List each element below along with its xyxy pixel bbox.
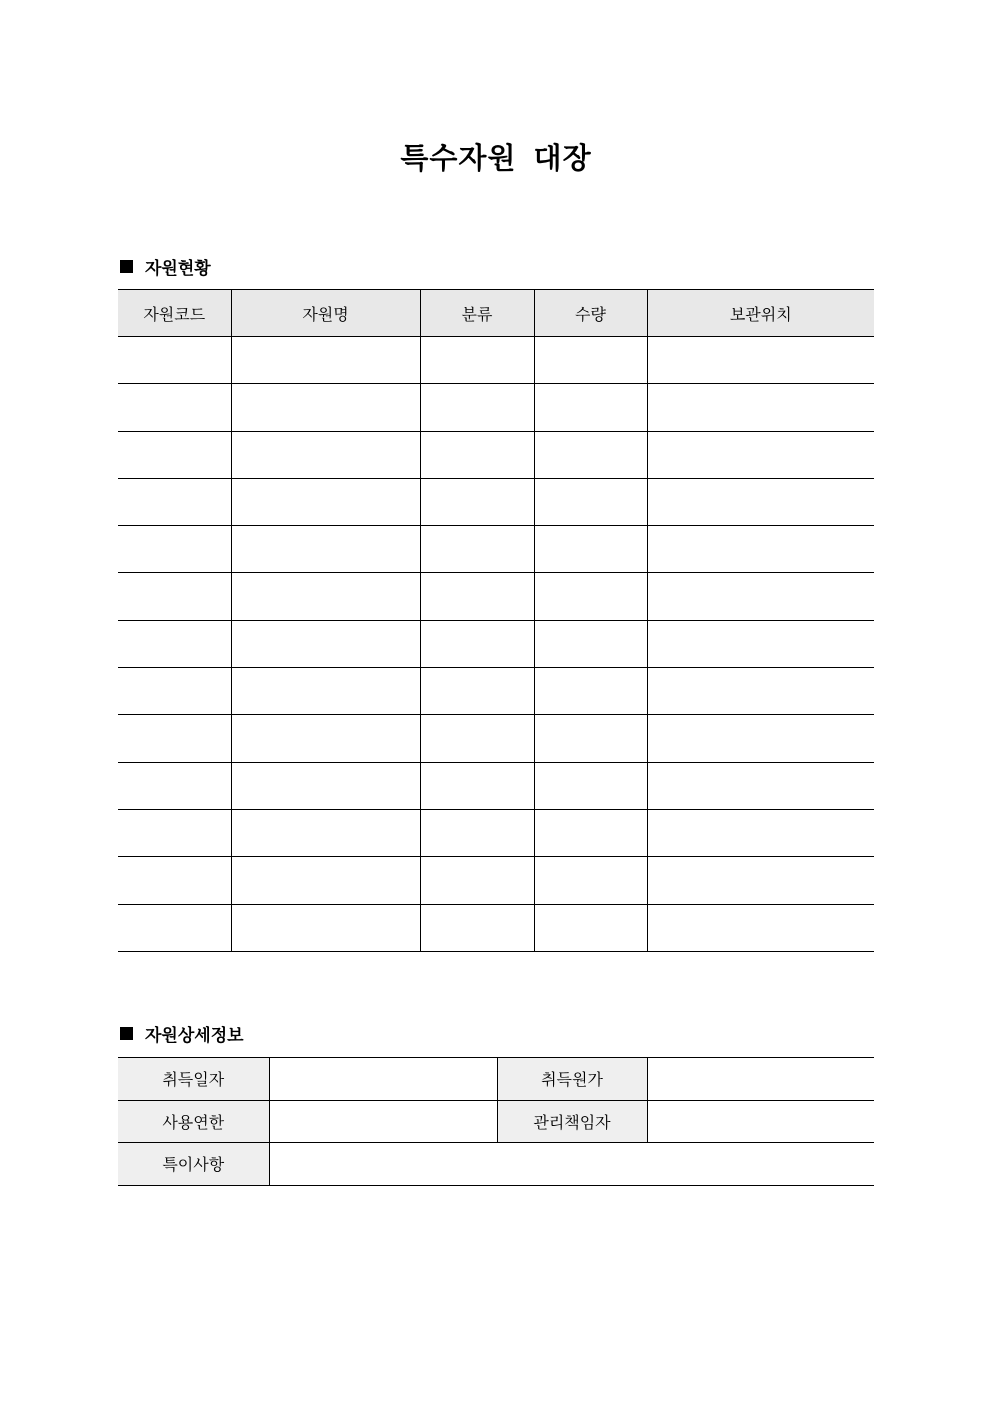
table-cell[interactable] bbox=[647, 431, 874, 478]
section-heading-status bbox=[120, 254, 211, 279]
table-cell[interactable] bbox=[118, 337, 231, 384]
manager-field[interactable] bbox=[647, 1100, 874, 1143]
table-cell[interactable] bbox=[534, 668, 647, 715]
table-row bbox=[118, 384, 874, 431]
table-cell[interactable] bbox=[647, 478, 874, 525]
table-cell[interactable] bbox=[118, 715, 231, 762]
table-cell[interactable] bbox=[231, 668, 420, 715]
table-row bbox=[118, 1100, 874, 1143]
table-cell[interactable] bbox=[534, 431, 647, 478]
table-cell[interactable] bbox=[118, 573, 231, 620]
table-cell[interactable] bbox=[231, 337, 420, 384]
table-cell[interactable] bbox=[118, 857, 231, 904]
table-cell[interactable] bbox=[420, 762, 534, 809]
acq-cost-field[interactable] bbox=[647, 1058, 874, 1101]
acq-date-field[interactable] bbox=[269, 1058, 497, 1101]
table-row bbox=[118, 857, 874, 904]
table-cell[interactable] bbox=[231, 904, 420, 951]
table-cell[interactable] bbox=[534, 715, 647, 762]
section-title: 자원상세정보 bbox=[145, 1026, 244, 1046]
table-cell[interactable] bbox=[647, 526, 874, 573]
page-title: 특수자원 대장 bbox=[400, 141, 592, 175]
table-row bbox=[118, 715, 874, 762]
table-cell[interactable] bbox=[420, 384, 534, 431]
table-row bbox=[118, 762, 874, 809]
table-cell[interactable] bbox=[118, 478, 231, 525]
life-field[interactable] bbox=[269, 1100, 497, 1143]
table-cell[interactable] bbox=[231, 857, 420, 904]
table-row bbox=[118, 1143, 874, 1186]
remarks-field[interactable] bbox=[269, 1143, 874, 1186]
table-cell[interactable] bbox=[420, 904, 534, 951]
table-cell[interactable] bbox=[647, 337, 874, 384]
table-row bbox=[118, 526, 874, 573]
resource-status-table bbox=[118, 289, 874, 952]
remarks-label: 특이사항 bbox=[118, 1143, 269, 1186]
column-header: 자원코드 bbox=[118, 290, 231, 337]
acq-date-label: 취득일자 bbox=[118, 1058, 269, 1101]
table-cell[interactable] bbox=[647, 762, 874, 809]
table-cell[interactable] bbox=[231, 620, 420, 667]
table-cell[interactable] bbox=[420, 715, 534, 762]
square-bullet-icon bbox=[120, 1027, 133, 1040]
table-cell[interactable] bbox=[647, 384, 874, 431]
table-row bbox=[118, 573, 874, 620]
table-cell[interactable] bbox=[118, 904, 231, 951]
table-cell[interactable] bbox=[420, 857, 534, 904]
table-cell[interactable] bbox=[118, 762, 231, 809]
table-cell[interactable] bbox=[118, 526, 231, 573]
table-cell[interactable] bbox=[647, 668, 874, 715]
table-cell[interactable] bbox=[420, 668, 534, 715]
table-cell[interactable] bbox=[420, 620, 534, 667]
table-row bbox=[118, 1058, 874, 1101]
acq-cost-label: 취득원가 bbox=[497, 1058, 647, 1101]
table-row bbox=[118, 620, 874, 667]
column-header: 수량 bbox=[534, 290, 647, 337]
column-header: 보관위치 bbox=[647, 290, 874, 337]
table-row bbox=[118, 478, 874, 525]
table-row bbox=[118, 809, 874, 856]
table-cell[interactable] bbox=[420, 337, 534, 384]
table-cell[interactable] bbox=[231, 526, 420, 573]
table-cell[interactable] bbox=[420, 809, 534, 856]
table-cell[interactable] bbox=[118, 431, 231, 478]
table-cell[interactable] bbox=[231, 478, 420, 525]
section-heading-detail bbox=[120, 1021, 244, 1046]
table-row bbox=[118, 668, 874, 715]
table-cell[interactable] bbox=[420, 526, 534, 573]
table-cell[interactable] bbox=[647, 904, 874, 951]
table-cell[interactable] bbox=[118, 620, 231, 667]
table-cell[interactable] bbox=[420, 478, 534, 525]
table-row bbox=[118, 431, 874, 478]
section-title: 자원현황 bbox=[145, 259, 211, 279]
life-label: 사용연한 bbox=[118, 1100, 269, 1143]
table-header-row bbox=[118, 290, 874, 337]
table-cell[interactable] bbox=[231, 384, 420, 431]
table-cell[interactable] bbox=[534, 526, 647, 573]
resource-detail-table bbox=[118, 1057, 874, 1186]
table-row bbox=[118, 337, 874, 384]
table-cell[interactable] bbox=[534, 857, 647, 904]
table-cell[interactable] bbox=[534, 384, 647, 431]
square-bullet-icon bbox=[120, 260, 133, 273]
manager-label: 관리책임자 bbox=[497, 1100, 647, 1143]
table-cell[interactable] bbox=[647, 573, 874, 620]
table-cell[interactable] bbox=[118, 809, 231, 856]
column-header: 자원명 bbox=[231, 290, 420, 337]
table-cell[interactable] bbox=[534, 620, 647, 667]
table-cell[interactable] bbox=[647, 715, 874, 762]
table-cell[interactable] bbox=[118, 384, 231, 431]
table-cell[interactable] bbox=[534, 337, 647, 384]
table-cell[interactable] bbox=[534, 904, 647, 951]
table-cell[interactable] bbox=[534, 573, 647, 620]
table-cell[interactable] bbox=[647, 620, 874, 667]
table-cell[interactable] bbox=[231, 715, 420, 762]
table-cell[interactable] bbox=[231, 762, 420, 809]
table-cell[interactable] bbox=[534, 478, 647, 525]
table-cell[interactable] bbox=[231, 431, 420, 478]
column-header: 분류 bbox=[420, 290, 534, 337]
table-cell[interactable] bbox=[647, 857, 874, 904]
table-cell[interactable] bbox=[534, 762, 647, 809]
table-cell[interactable] bbox=[420, 431, 534, 478]
table-cell[interactable] bbox=[231, 573, 420, 620]
table-row bbox=[118, 904, 874, 951]
table-cell[interactable] bbox=[534, 809, 647, 856]
table-cell[interactable] bbox=[420, 573, 534, 620]
table-cell[interactable] bbox=[118, 668, 231, 715]
table-cell[interactable] bbox=[231, 809, 420, 856]
table-cell[interactable] bbox=[647, 809, 874, 856]
